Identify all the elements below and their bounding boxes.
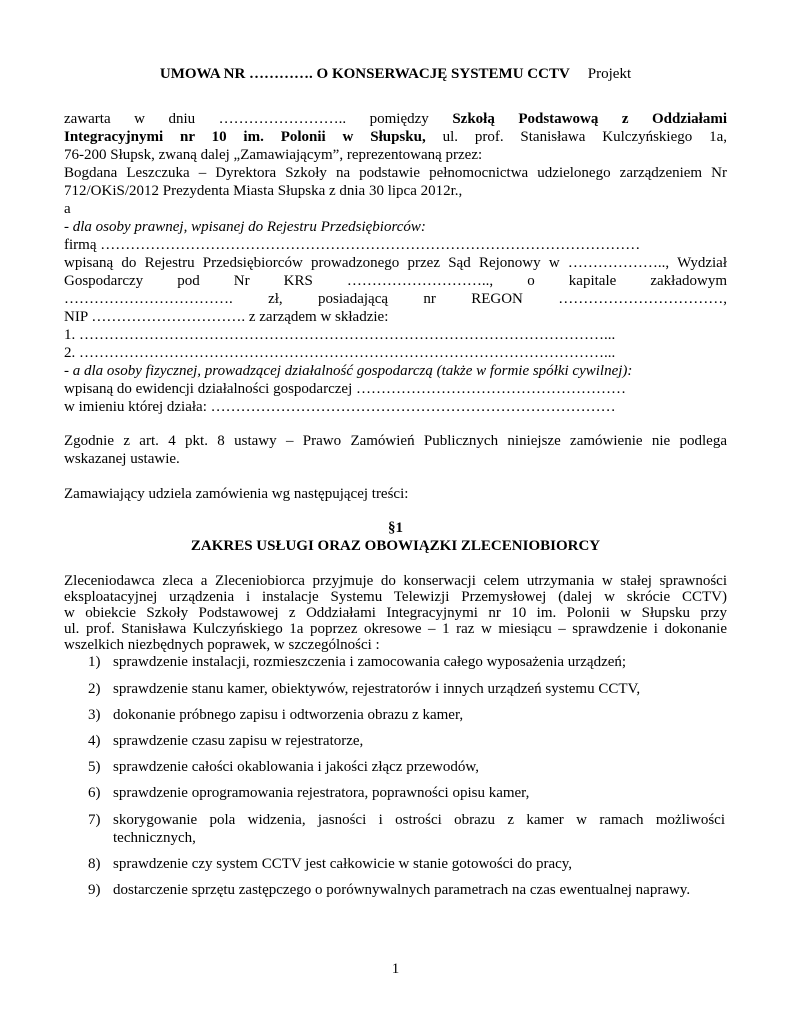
list-item: [88, 758, 728, 777]
list-item-number: 2): [88, 681, 101, 697]
list-item-text: sprawdzenie oprogramowania rejestratora, poprawności opisu kamer,: [113, 785, 530, 801]
list-item-number: 9): [88, 882, 101, 898]
acting-on-behalf-line: w imieniu której działa: ………………………………………………………………………: [64, 399, 616, 415]
school-name-part2: Integracyjnymi nr 10 im. Polonii w Słupsku,: [64, 129, 426, 145]
section-heading: ZAKRES USŁUGI ORAZ OBOWIĄZKI ZLECENIOBIORCY: [190, 538, 601, 554]
section-paragraph-line-4: ul. prof. Stanisława Kulczyńskiego 1a poprzez okresowe – 1 raz w miesiącu – sprawdzenie i dokonanie: [64, 621, 727, 637]
natural-person-heading: - a dla osoby fizycznej, prowadzącej działalność gospodarczą (także w formie spółki cywilnej):: [64, 363, 633, 379]
list-item-text: sprawdzenie instalacji, rozmieszczenia i zamocowania całego wyposażenia urządzeń;: [113, 654, 627, 670]
list-item-text: dokonanie próbnego zapisu i odtworzenia obrazu z kamer,: [113, 707, 464, 723]
intro-line-1: [64, 110, 727, 129]
board-member-1: 1. ……………………………………………………………………………………………...: [64, 327, 616, 343]
list-item-number: 4): [88, 733, 101, 749]
list-item: [88, 732, 728, 751]
document-title: [0, 66, 791, 83]
list-item-number: 6): [88, 785, 101, 801]
school-name-part1: Szkołą Podstawową z Oddziałami: [452, 111, 728, 127]
list-item-number: 3): [88, 707, 101, 723]
section-paragraph-line-5: wszelkich niezbędnych poprawek, w szczególności :: [64, 637, 380, 653]
section-paragraph-line-2: eksploatacyjnej urządzenia i instalacje Systemu Telewizji Przemysłowej (dalej w skrócie CCTV): [64, 589, 727, 605]
intro-line-2: [64, 128, 727, 147]
section-paragraph-line-3: w obiekcie Szkoły Podstawowej z Oddziałami Integracyjnymi nr 10 im. Polonii w Słupsku przy: [64, 605, 727, 621]
section-paragraph-line-1: Zleceniodawca zleca a Zleceniobiorca przyjmuje do konserwacji celem utrzymania w stałej sprawności: [64, 573, 727, 589]
krs-line: Gospodarczy pod Nr KRS ……………………….., o kapitale zakładowym: [64, 273, 727, 289]
list-item-text: sprawdzenie czasu zapisu w rejestratorze,: [113, 733, 364, 749]
statement-line-1: Zgodnie z art. 4 pkt. 8 ustawy – Prawo Zamówień Publicznych niniejsze zamówienie nie podlega: [64, 433, 727, 449]
list-item-text: sprawdzenie całości okablowania i jakości złącz przewodów,: [113, 759, 479, 775]
regon-line: ……………………………. zł, posiadającą nr REGON ……………………………,: [64, 291, 727, 307]
page-number: 1: [391, 961, 400, 977]
project-label: Projekt: [587, 66, 632, 82]
list-item-number: 1): [88, 654, 101, 670]
intro-date-text: zawarta w dniu …………………….. pomiędzy: [64, 111, 429, 127]
list-item-number: 5): [88, 759, 101, 775]
list-item: [88, 784, 728, 803]
list-item-text: skorygowanie pola widzenia, jasności i ostrości obrazu z kamer w ramach możliwości: [113, 812, 725, 828]
board-member-2: 2. ……………………………………………………………………………………………...: [64, 345, 616, 361]
statement-line-2: wskazanej ustawie.: [64, 451, 180, 467]
list-item: [88, 680, 728, 699]
list-item-continuation: technicznych,: [113, 830, 196, 846]
school-address: ul. prof. Stanisława Kulczyńskiego 1a,: [442, 129, 727, 145]
legal-person-heading: - dla osoby prawnej, wpisanej do Rejestru Przedsiębiorców:: [64, 219, 426, 235]
intro-line-4: Bogdana Leszczuka – Dyrektora Szkoły na podstawie pełnomocnictwa udzielonego zarządzeniem Nr: [64, 165, 727, 181]
list-item-number: 7): [88, 812, 101, 828]
business-register-line: wpisaną do ewidencji działalności gospodarczej ………………………………………………: [64, 381, 626, 397]
list-item: [88, 811, 728, 830]
list-item-text: sprawdzenie stanu kamer, obiektywów, rejestratorów i innych urządzeń systemu CCTV,: [113, 681, 641, 697]
list-item: [88, 881, 728, 900]
intro-line-5: 712/OKiS/2012 Prezydenta Miasta Słupska z dnia 30 lipca 2012r.,: [64, 183, 463, 199]
list-item-text: sprawdzenie czy system CCTV jest całkowicie w stanie gotowości do pracy,: [113, 856, 573, 872]
list-item: [88, 653, 728, 672]
section-number: §1: [388, 520, 403, 536]
list-item: [88, 706, 728, 725]
order-intro: Zamawiający udziela zamówienia wg następującej treści:: [64, 486, 409, 502]
company-line: firmą ………………………………………………………………………………………………: [64, 237, 641, 253]
list-item-number: 8): [88, 856, 101, 872]
list-item: [88, 855, 728, 874]
intro-line-6: a: [64, 201, 71, 217]
list-item-text: dostarczenie sprzętu zastępczego o porównywalnych parametrach na czas ewentualnej naprawy.: [113, 882, 691, 898]
nip-line: NIP …………………………. z zarządem w składzie:: [64, 309, 389, 325]
intro-line-3: 76-200 Słupsk, zwaną dalej „Zamawiającym”, reprezentowaną przez:: [64, 147, 483, 163]
contract-title: UMOWA NR …………. O KONSERWACJĘ SYSTEMU CCTV: [159, 66, 570, 82]
register-line: wpisaną do Rejestru Przedsiębiorców prowadzonego przez Sąd Rejonowy w ……………….., Wydział: [64, 255, 727, 271]
